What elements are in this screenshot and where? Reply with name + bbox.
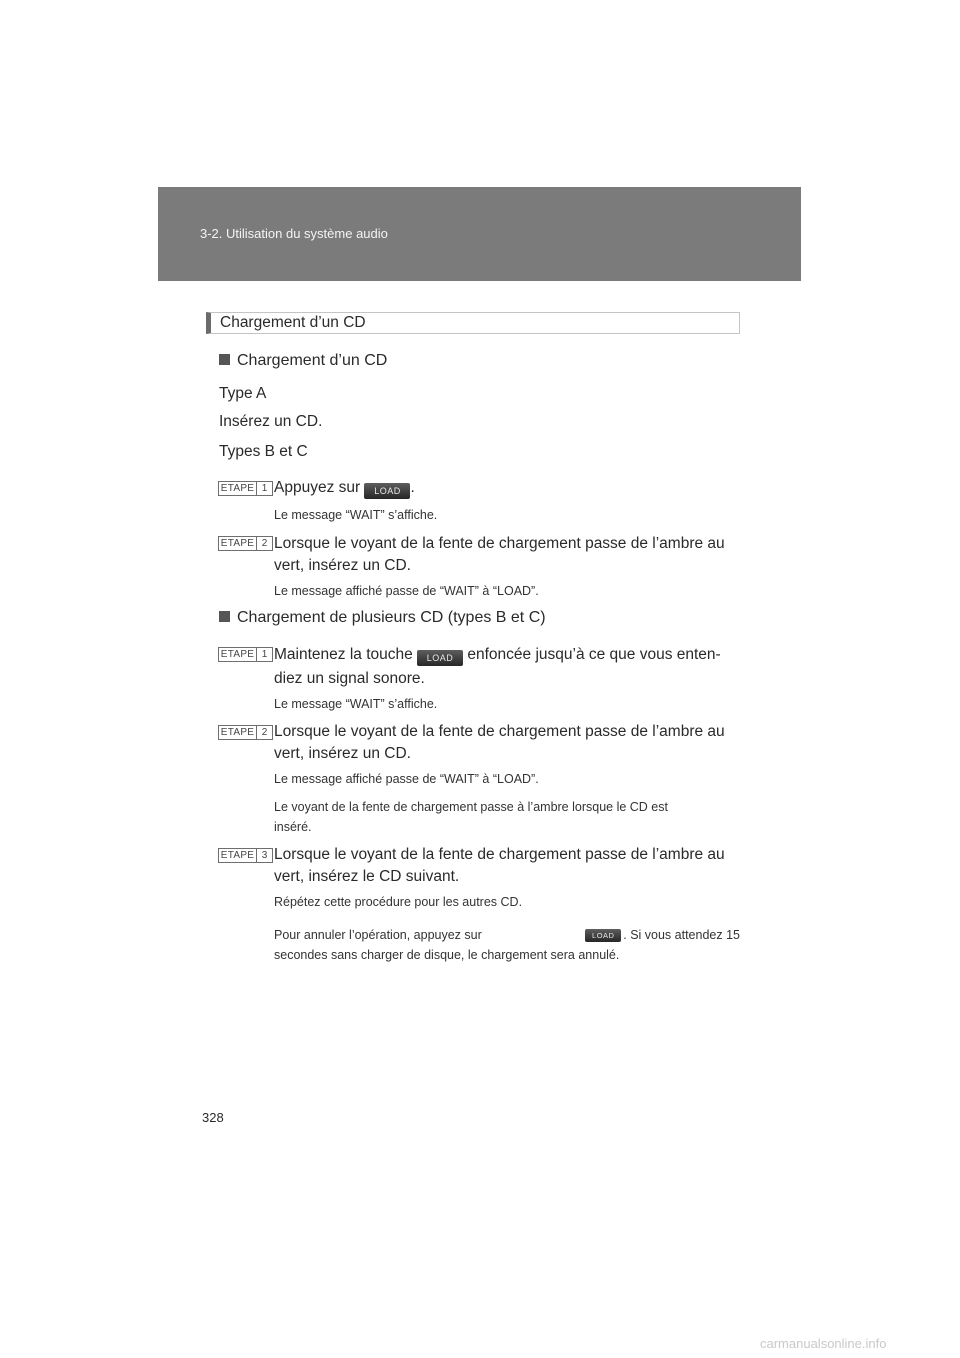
step-note: Répétez cette procédure pour les autres CD.: [274, 895, 523, 909]
step-note: Le message “WAIT” s’affiche.: [274, 508, 438, 522]
step-badge: ETAPE 1: [218, 481, 273, 496]
load-button-icon: LOAD: [364, 483, 410, 499]
section-title-box: [206, 312, 740, 334]
step-text: Lorsque le voyant de la fente de chargement passe de l’ambre au vert, insérez le CD suivant.: [274, 846, 725, 885]
watermark: carmanualsonline.info: [760, 1336, 887, 1351]
square-bullet-icon: [219, 611, 230, 622]
subheading-loading-cd: Chargement d’un CD: [219, 352, 387, 370]
chapter-header-band: [158, 187, 801, 281]
step-note: Le message affiché passe de “WAIT” à “LOAD”.: [274, 584, 539, 598]
step-note: Le voyant de la fente de chargement passe à l’ambre lorsque le CD est inséré.: [274, 800, 668, 834]
step-note: Le message “WAIT” s’affiche.: [274, 697, 438, 711]
load-button-icon: LOAD: [417, 650, 463, 666]
step-badge: ETAPE 1: [218, 647, 273, 662]
step-text: Lorsque le voyant de la fente de chargement passe de l’ambre au vert, insérez un CD.: [274, 723, 725, 762]
chapter-title: 3-2. Utilisation du système audio: [200, 226, 388, 241]
square-bullet-icon: [219, 354, 230, 365]
load-button-icon: LOAD: [585, 929, 621, 942]
section-title: Chargement d’un CD: [220, 314, 366, 331]
step-text: Lorsque le voyant de la fente de chargement passe de l’ambre au vert, insérez un CD.: [274, 535, 725, 574]
step-badge: ETAPE 2: [218, 536, 273, 551]
step-note: Le message affiché passe de “WAIT” à “LOAD”.: [274, 772, 539, 786]
subheading-multiple-cd: Chargement de plusieurs CD (types B et C): [219, 609, 546, 627]
step-badge: ETAPE 2: [218, 725, 273, 740]
step-badge: ETAPE 3: [218, 848, 273, 863]
step-text: Appuyez sur LOAD .: [274, 477, 740, 499]
page-number: 328: [202, 1110, 224, 1125]
types-bc-label: Types B et C: [219, 443, 308, 460]
step-note: Pour annuler l’opération, appuyez sur LOAD . Si vous attendez 15 secondes sans charger de disque, le chargement sera annulé.: [274, 928, 740, 962]
type-a-label: Type A: [219, 385, 267, 402]
step-text: Maintenez la touche LOAD enfoncée jusqu’à ce que vous enten- diez un signal sonore.: [274, 646, 721, 687]
type-a-text: Insérez un CD.: [219, 413, 323, 430]
